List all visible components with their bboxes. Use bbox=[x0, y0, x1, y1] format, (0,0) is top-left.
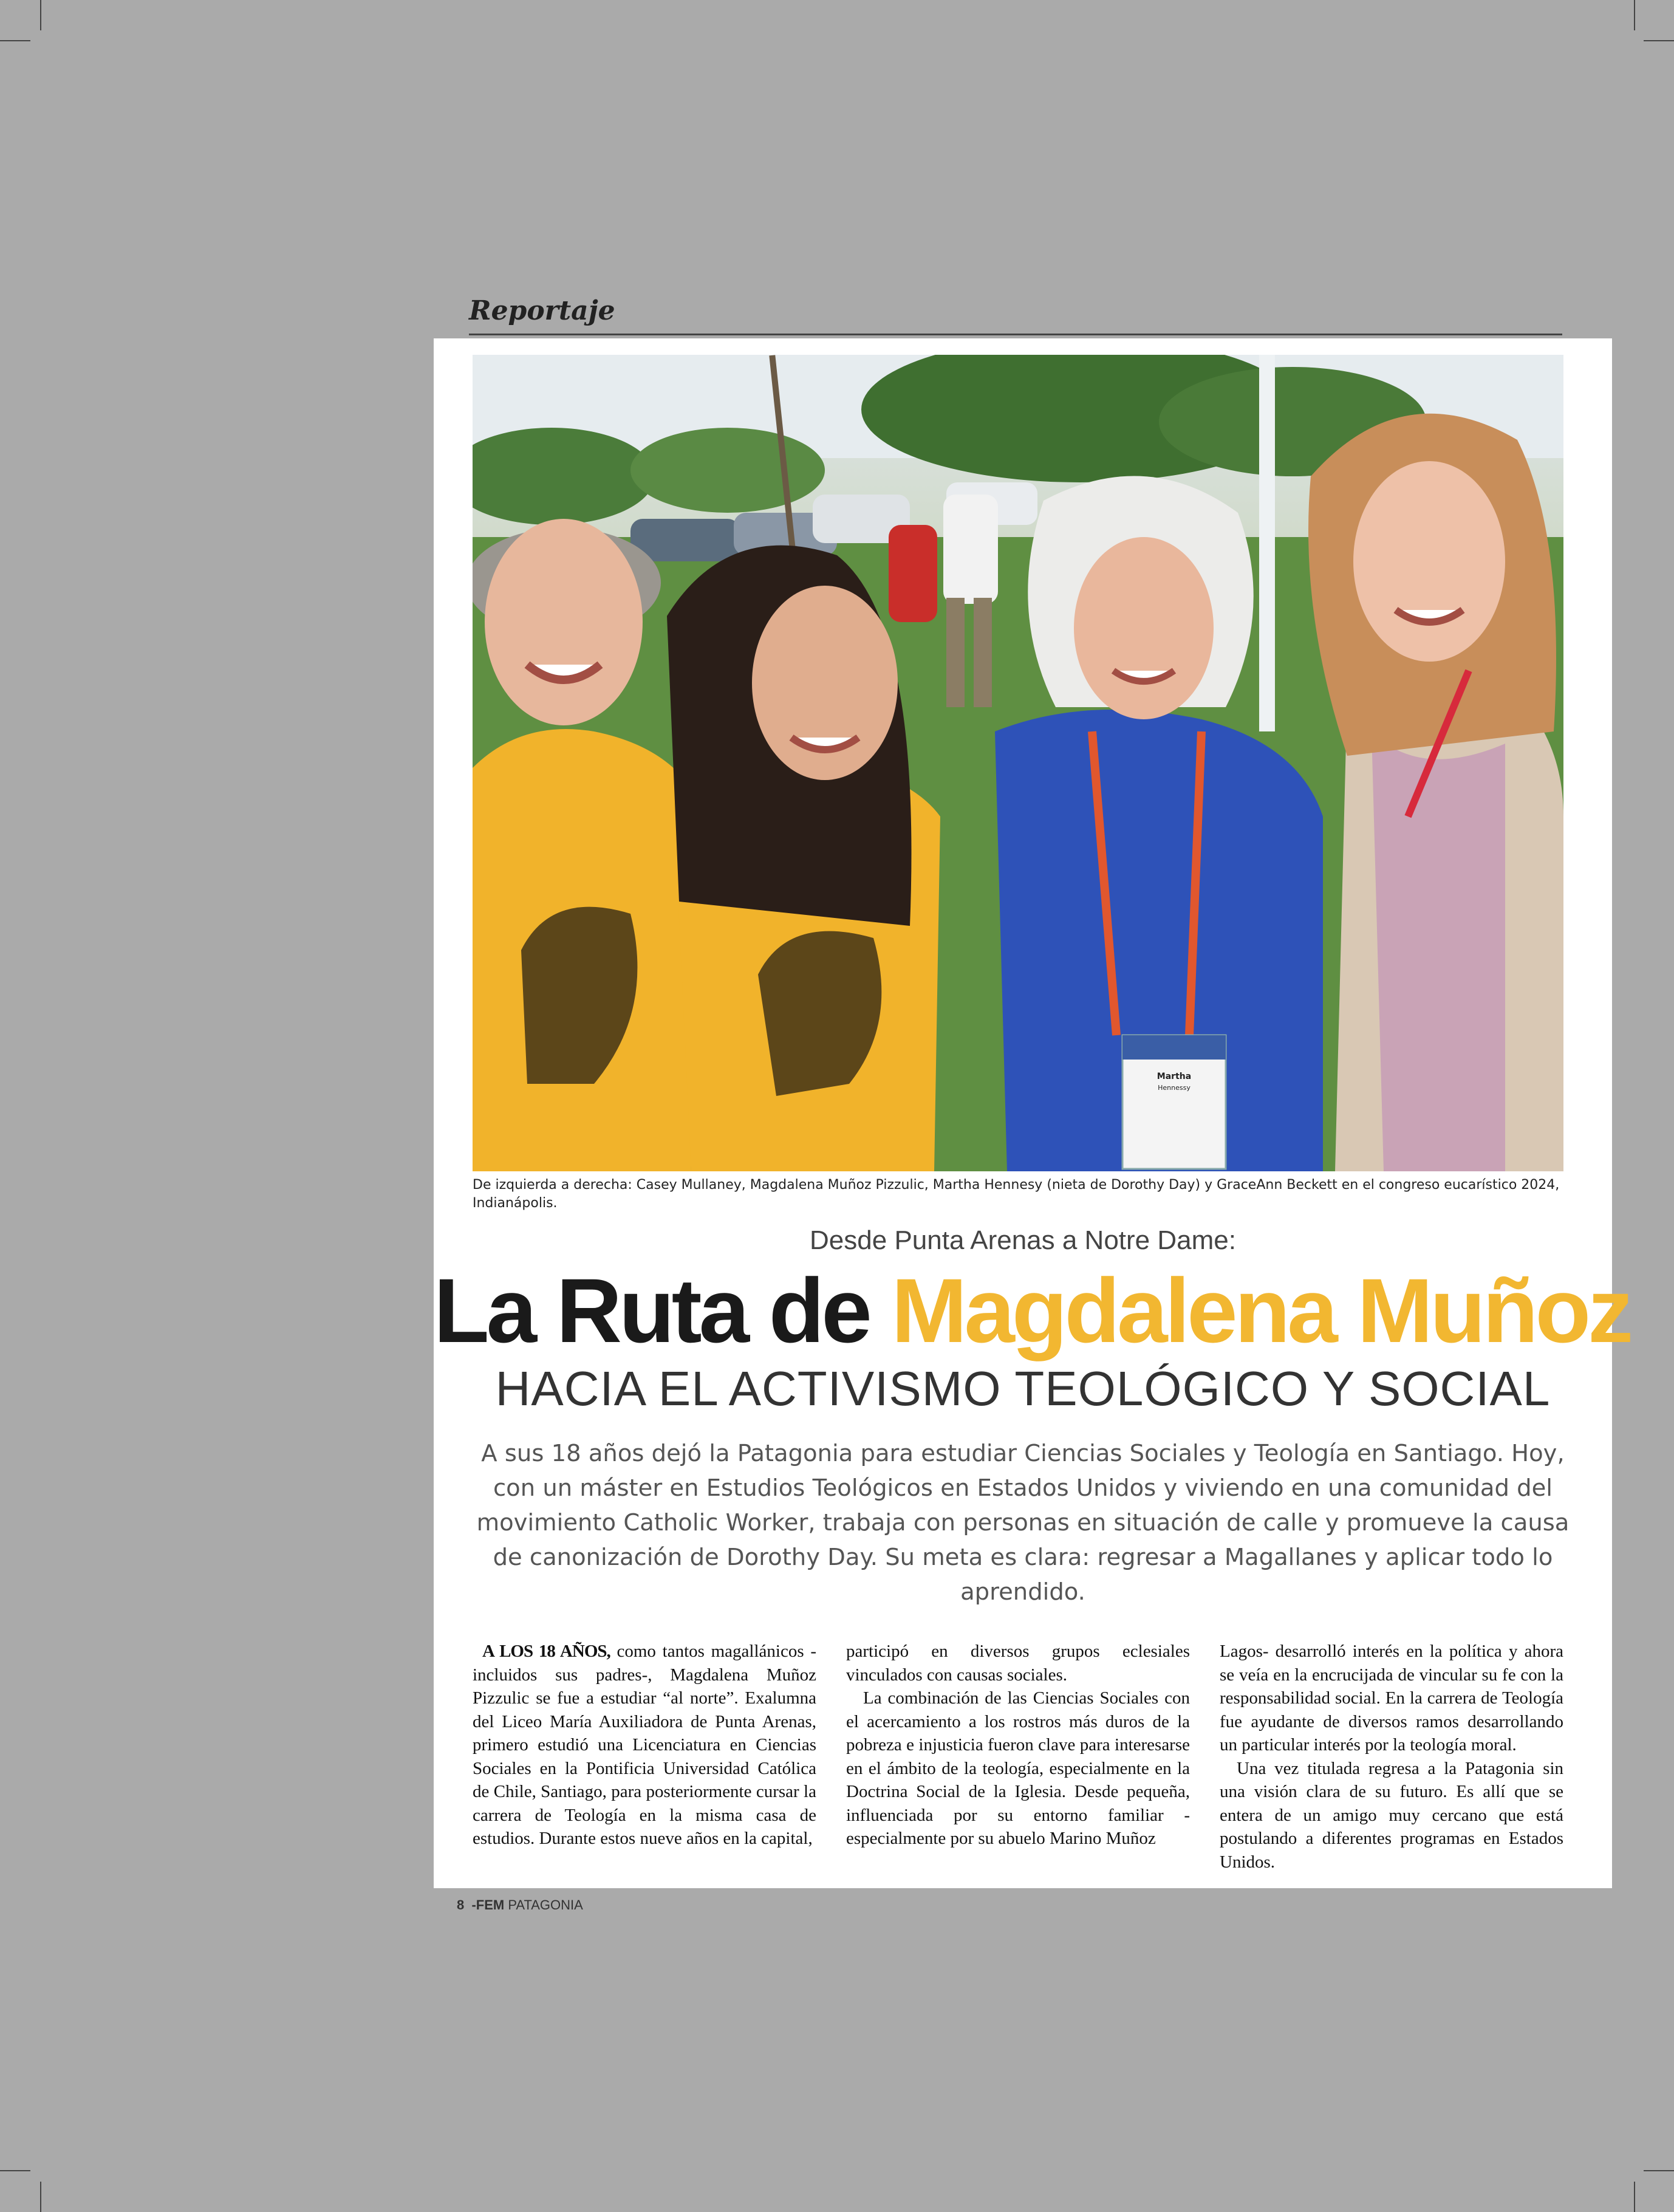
body-column-1 bbox=[473, 1640, 816, 1874]
body-paragraph: La combinación de las Ciencias Sociales con el acercamiento a los rostros más duros de la pobreza e injusticia fueron clave para interesarse en el ámbito de la teología, especialmente en la Doctrina Social de la Iglesia. Desde pequeña, influenciada por su entorno familiar -especialmente por su abuelo Marino Muñoz bbox=[846, 1688, 1190, 1848]
article-body bbox=[473, 1640, 1563, 1874]
crop-mark bbox=[40, 2182, 41, 2212]
folio bbox=[457, 1897, 583, 1913]
crop-mark bbox=[1644, 2170, 1674, 2171]
dek-summary: A sus 18 años dejó la Patagonia para estudiar Ciencias Sociales y Teología en Santiago. Hoy, con un máster en Estudios Teológicos en Estados Unidos y viviendo en una comunidad del movimiento Catholic Worker, trabaja con personas en situación de calle y promueve la causa de canonización de Dorothy Day. Su meta es clara: regresar a Magallanes y aplicar todo lo aprendido. bbox=[476, 1440, 1570, 1606]
folio-brand: -FEM bbox=[471, 1897, 505, 1912]
article-page bbox=[434, 338, 1631, 1888]
lead-in: A LOS 18 AÑOS, bbox=[482, 1642, 610, 1661]
page-number: 8 bbox=[457, 1897, 465, 1912]
crop-mark bbox=[40, 0, 41, 30]
crop-mark bbox=[0, 2170, 30, 2171]
headline bbox=[434, 1259, 1631, 1362]
body-paragraph: Una vez titulada regresa a la Patagonia sin una visión clara de su futuro. Es allí que se entera de un amigo muy cercano que está postulando a diferentes programas en Estados Unidos. bbox=[1220, 1758, 1563, 1872]
crop-mark bbox=[0, 40, 30, 41]
crop-mark bbox=[1634, 2182, 1635, 2212]
crop-mark bbox=[1644, 40, 1674, 41]
kicker: Desde Punta Arenas a Notre Dame: bbox=[810, 1225, 1236, 1255]
body-column-2 bbox=[846, 1640, 1190, 1874]
body-paragraph: participó en diversos grupos eclesiales vinculados con causas sociales. bbox=[846, 1642, 1190, 1685]
body-paragraph: Lagos- desarrolló interés en la política y ahora se veía en la encrucijada de vincular su fe con la responsabilidad social. En la carrera de Teología fue ayudante de diversos ramos desarrollando un particular interés por la teología moral. bbox=[1220, 1642, 1563, 1755]
group-photo-illustration bbox=[473, 355, 1563, 1171]
body-text: como tantos magallánicos -incluidos sus padres-, Magdalena Muñoz Pizzulic se fue a estudiar “al norte”. Exalumna del Liceo María Auxiliadora de Punta Arenas, primero estudió una Licenciatura en Ciencias Sociales en la Pontificia Universidad Católica de Chile, Santiago, para posteriormente cursar la carrera de Teología en la misma casa de estudios. Durante estos nueve años en la capital, bbox=[473, 1642, 817, 1848]
badge-name: Martha bbox=[1156, 1072, 1192, 1081]
headline-part-1: La Ruta de bbox=[434, 1259, 892, 1361]
folio-edition: PATAGONIA bbox=[508, 1897, 583, 1912]
crop-mark bbox=[1634, 0, 1635, 30]
badge-surname: Hennessy bbox=[1158, 1084, 1191, 1092]
photo-caption: De izquierda a derecha: Casey Mullaney, Magdalena Muñoz Pizzulic, Martha Hennesy (nieta de Dorothy Day) y GraceAnn Beckett en el congreso eucarístico 2024, Indianápolis. bbox=[473, 1177, 1560, 1211]
article-photo bbox=[473, 355, 1563, 1171]
section-rule bbox=[469, 334, 1562, 335]
headline-part-2: Magdalena Muñoz bbox=[891, 1259, 1631, 1361]
section-label: Reportaje bbox=[469, 295, 615, 326]
subheadline: HACIA EL ACTIVISMO TEOLÓGICO Y SOCIAL bbox=[495, 1361, 1551, 1416]
body-column-3 bbox=[1220, 1640, 1563, 1874]
